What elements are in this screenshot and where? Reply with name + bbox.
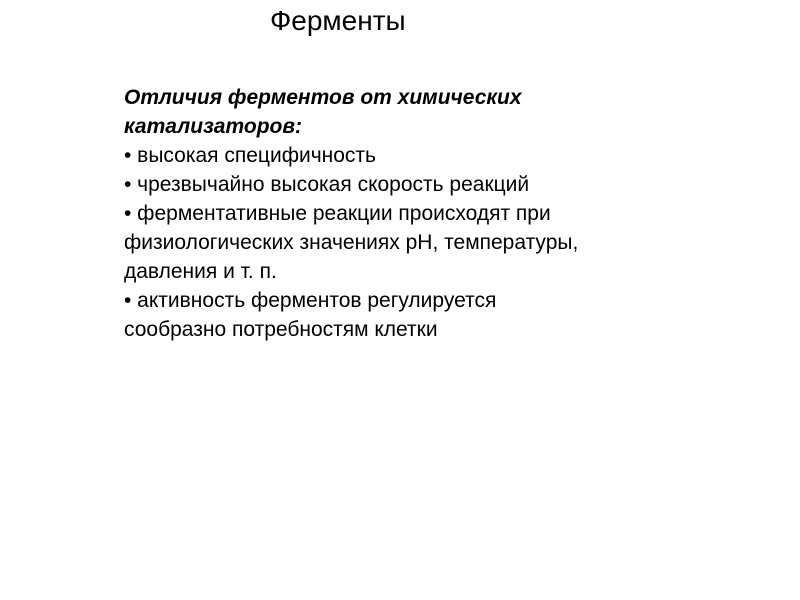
bullet-specificity: • высокая специфичность: [124, 144, 376, 167]
body-heading: [124, 83, 724, 141]
bullet-physiological-conditions-cont: физиологических значениях pH, температуры,: [124, 231, 579, 254]
bullet-regulation-cont: сообразно потребностям клетки: [124, 318, 438, 341]
bullet-physiological-conditions-end: давления и т. п.: [124, 260, 277, 283]
slide-body: [124, 83, 724, 344]
bullet-physiological-conditions: • ферментативные реакции происходят при: [124, 202, 551, 225]
heading-line: Отличия ферментов от химических: [124, 86, 522, 109]
heading-line: катализаторов:: [124, 115, 303, 138]
bullet-reaction-speed: • чрезвычайно высокая скорость реакций: [124, 173, 530, 196]
slide-title: Ферменты: [270, 5, 406, 36]
bullet-regulation: • активность ферментов регулируется: [124, 289, 497, 312]
